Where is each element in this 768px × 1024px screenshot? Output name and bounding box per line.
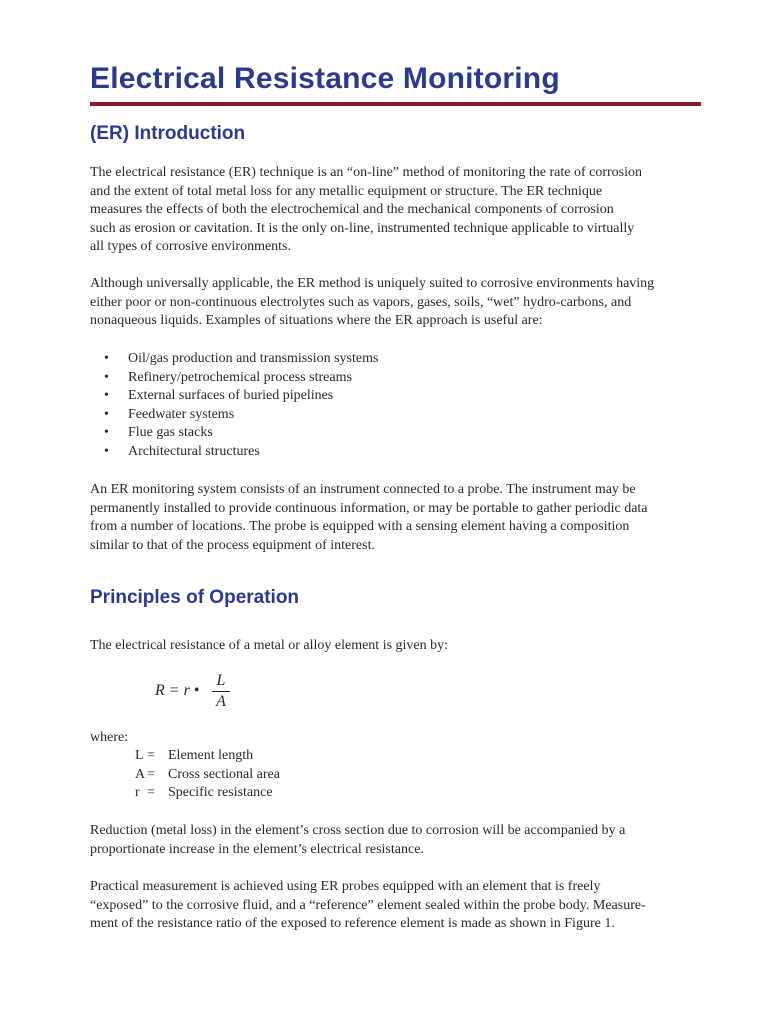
definition-symbol: A [135,766,146,782]
bullet-icon: • [104,388,109,404]
definition-equals: = [147,766,155,782]
list-item-text: Feedwater systems [128,406,235,422]
list-item-text: External surfaces of buried pipelines [128,388,334,404]
text-line: such as erosion or cavitation. It is the only on-line, instrumented technique applicable to virtually [90,220,635,236]
text-line: Reduction (metal loss) in the element’s cross section due to corrosion will be accompanied by a [90,823,626,838]
formula-lhs: R = r • [155,682,200,699]
list-item [104,424,378,443]
definition-symbol: r [135,785,140,801]
text-line: ment of the resistance ratio of the exposed to reference element is made as shown in Figure 1. [90,916,615,932]
principles-paragraph-1 [90,822,710,859]
list-item [104,350,378,369]
definition-row [135,747,280,766]
section-heading-introduction: (ER) Introduction [90,123,246,144]
bullet-icon: • [104,351,109,366]
fraction-bar [212,691,230,692]
list-item [104,443,378,462]
definition-text: Specific resistance [168,785,273,801]
definition-equals: = [147,785,155,801]
definition-row [135,784,280,803]
principles-intro [90,637,710,656]
application-list [104,350,378,462]
text-line: all types of corrosive environments. [90,239,292,255]
text-line: and the extent of total metal loss for any metallic equipment or structure. The ER technique [90,183,603,199]
intro-paragraph-3 [90,481,710,555]
bullet-icon: • [104,406,109,422]
list-item [104,369,378,388]
formula-fraction [212,672,230,711]
definition-symbol: L [135,748,144,763]
text-line: “exposed” to the corrosive fluid, and a “reference” element sealed within the probe body. Measure- [90,897,646,913]
section-heading-principles: Principles of Operation [90,587,300,608]
list-item-text: Flue gas stacks [128,425,213,441]
text-line: nonaqueous liquids. Examples of situations where the ER approach is useful are: [90,313,543,329]
list-item-text: Architectural structures [128,443,260,459]
intro-paragraph-2 [90,275,710,331]
list-item-text: Refinery/petrochemical process streams [128,369,352,385]
bullet-icon: • [104,425,109,441]
intro-paragraph-1 [90,164,710,257]
definition-text: Cross sectional area [168,766,280,782]
text-line: An ER monitoring system consists of an instrument connected to a probe. The instrument may be [90,482,636,497]
list-item [104,387,378,406]
list-item-text: Oil/gas production and transmission systems [128,351,379,366]
text-line: from a number of locations. The probe is equipped with a sensing element having a composition [90,519,630,535]
definition-text: Element length [168,748,254,763]
definition-row [135,766,280,785]
text-line: permanently installed to provide continuous information, or may be portable to gather periodic data [90,500,648,516]
where-label [90,729,710,748]
text-line: The electrical resistance of a metal or alloy element is given by: [90,638,449,653]
text-line: similar to that of the process equipment of interest. [90,537,375,553]
principles-paragraph-2 [90,878,710,934]
variable-definitions [135,747,280,803]
text-line: The electrical resistance (ER) technique is an “on-line” method of monitoring the rate of corrosion [90,165,643,180]
bullet-icon: • [104,369,109,385]
text-line: either poor or non-continuous electrolytes such as vapors, gases, soils, “wet” hydro-carbons, and [90,294,632,310]
bullet-icon: • [104,443,109,459]
title-divider [90,102,701,106]
formula-numerator: L [216,672,226,689]
text-line: where: [90,730,129,745]
definition-equals: = [147,748,155,763]
text-line: Practical measurement is achieved using ER probes equipped with an element that is freely [90,879,601,894]
formula-denominator: A [216,693,226,710]
text-line: Although universally applicable, the ER method is uniquely suited to corrosive environments having [90,276,655,291]
page-title: Electrical Resistance Monitoring [90,62,560,95]
list-item [104,406,378,425]
text-line: measures the effects of both the electrochemical and the mechanical components of corrosion [90,202,614,218]
text-line: proportionate increase in the element’s electrical resistance. [90,841,424,857]
